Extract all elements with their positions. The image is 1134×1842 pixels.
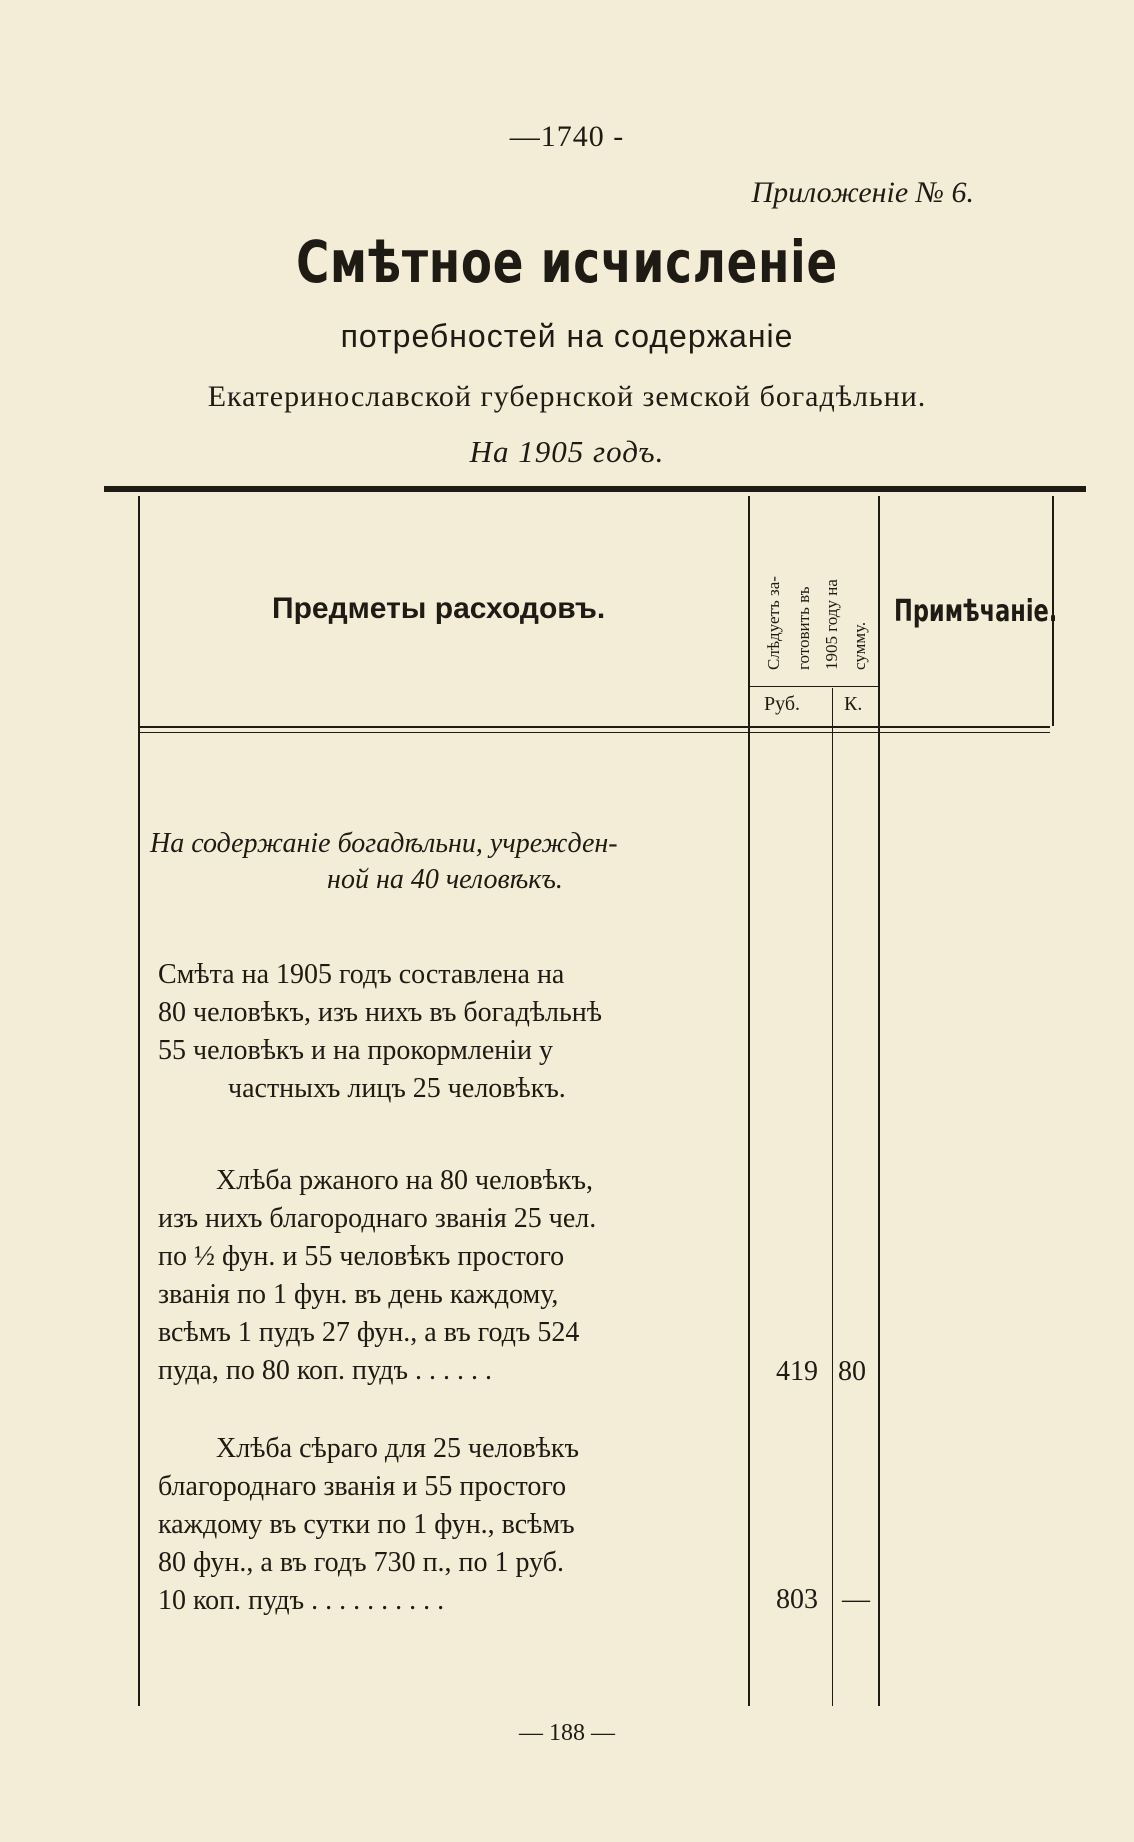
section-heading-line: ной на 40 человѣкъ. (327, 864, 563, 895)
table-units-rule (748, 686, 878, 687)
paragraph-line: 55 человѣкъ и на прокормленіи у (158, 1035, 553, 1066)
paragraph-grey-bread (158, 1430, 728, 1620)
table-left-rule (138, 496, 140, 1706)
unit-kopecks: К. (844, 693, 863, 715)
paragraph-line: благороднаго званія и 55 простого (158, 1471, 567, 1502)
table-header-bottom-rule-2 (138, 732, 1050, 733)
appendix-label: Приложеніе № 6. (751, 176, 974, 209)
column-header-amount-line-3: 1905 году на (822, 579, 841, 670)
table-top-rule (104, 486, 1086, 492)
paragraph-line: по ½ фун. и 55 человѣкъ простого (158, 1241, 565, 1272)
unit-rubles: Руб. (764, 693, 801, 715)
budget-year: На 1905 годъ. (469, 434, 665, 469)
table-header-bottom-rule-1 (138, 726, 1050, 728)
paragraph-line: Хлѣба ржаного на 80 человѣкъ, (216, 1165, 594, 1196)
paragraph-line: изъ нихъ благороднаго званія 25 чел. (158, 1203, 597, 1234)
paragraph-line: званія по 1 фун. въ день каждому, (158, 1279, 559, 1310)
amount-rye-bread-kop: 80 (838, 1356, 866, 1387)
document-title: Смѣтное исчисленіе (296, 228, 838, 296)
paragraph-line: 10 коп. пудъ . . . . . . . . . . (158, 1585, 445, 1616)
paragraph-rye-bread (158, 1162, 728, 1390)
table-col-divider-1 (748, 496, 750, 1706)
paragraph-line: пуда, по 80 коп. пудъ . . . . . . (158, 1355, 492, 1386)
paragraph-line: 80 человѣкъ, изъ нихъ въ богадѣльнѣ (158, 997, 602, 1028)
column-header-amount-line-4: сумму. (850, 621, 869, 670)
column-header-note: Примѣчаніе. (894, 594, 1058, 629)
paragraph-line: частныхъ лицъ 25 человѣкъ. (228, 1073, 566, 1104)
bottom-page-number: — 188 — (519, 1720, 615, 1746)
paragraph-estimate (158, 956, 728, 1108)
section-heading (150, 826, 740, 898)
paragraph-line: 80 фун., а въ годъ 730 п., по 1 руб. (158, 1547, 565, 1578)
paragraph-line: всѣмъ 1 пудъ 27 фун., а въ годъ 524 (158, 1317, 580, 1348)
column-header-items: Предметы расходовъ. (272, 592, 606, 625)
paragraph-line: Смѣта на 1905 годъ составлена на (158, 959, 565, 990)
column-header-amount-line-2: готовить въ (794, 586, 813, 670)
paragraph-line: каждому въ сутки по 1 фун., всѣмъ (158, 1509, 575, 1540)
document-subtitle: потребностей на содержаніе (340, 318, 794, 354)
paragraph-line: Хлѣба сѣраго для 25 человѣкъ (216, 1433, 580, 1464)
amount-grey-bread-kop: — (842, 1584, 870, 1615)
top-page-number: —1740 - (509, 120, 625, 153)
column-header-amount-line-1: Слѣдуетъ за- (764, 576, 783, 670)
table-col-divider-kop (832, 688, 833, 1706)
amount-rye-bread-rub: 419 (776, 1356, 818, 1387)
institution-name: Екатеринославской губернской земской богадѣльни. (207, 380, 927, 413)
table-col-divider-2 (878, 496, 880, 1706)
section-heading-line: На содержаніе богадѣльни, учрежден- (150, 828, 618, 859)
amount-grey-bread-rub: 803 (776, 1584, 818, 1615)
